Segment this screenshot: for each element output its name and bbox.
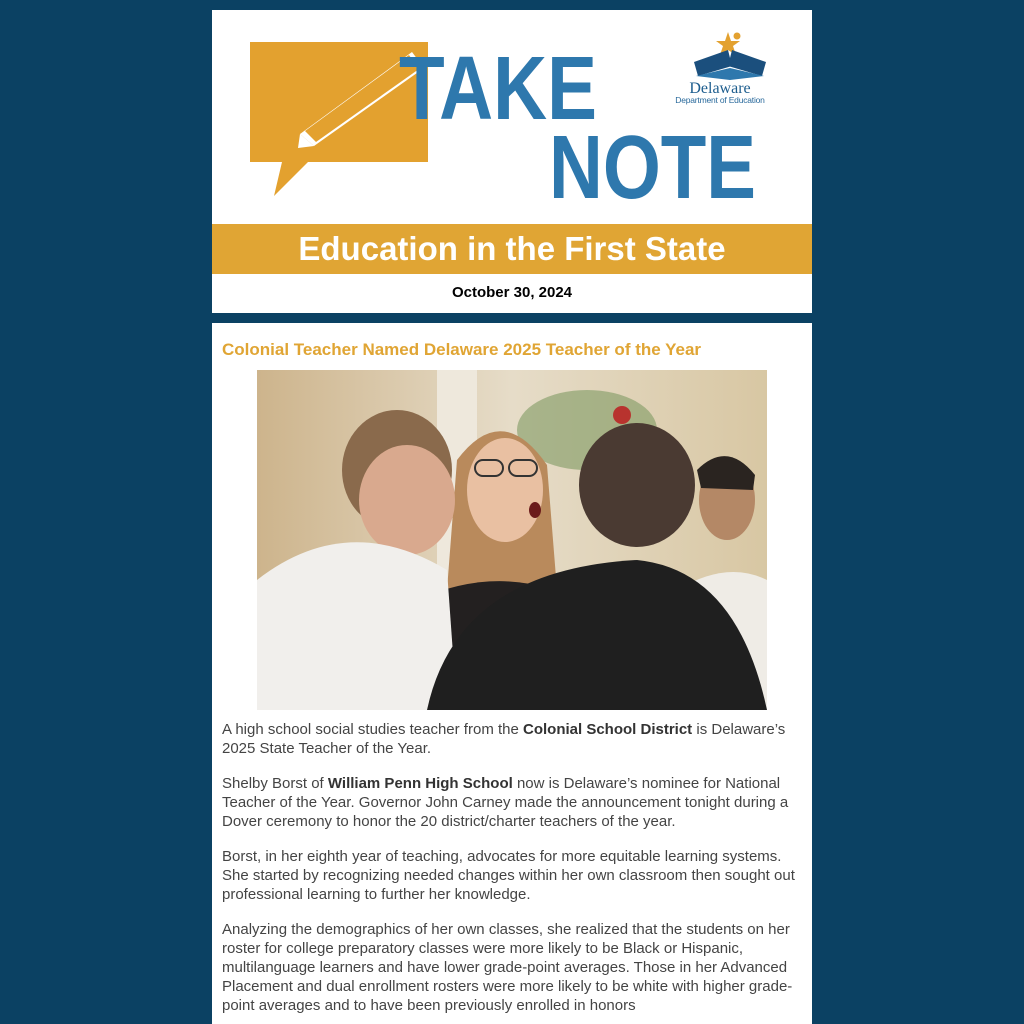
article-body: [222, 720, 804, 1024]
take-note-logo: [212, 10, 812, 224]
newsletter-header: [212, 10, 812, 313]
paragraph: [222, 774, 804, 831]
paragraph: Borst, in her eighth year of teaching, advocates for more equitable learning systems. She started by recognizing needed changes within her own classroom then sought out professional learning to further her knowledge.: [222, 848, 795, 903]
logo-note-text: NOTE: [549, 118, 756, 218]
issue-date: October 30, 2024: [451, 284, 573, 301]
logo-take-text: TAKE: [399, 39, 597, 139]
doe-emblem-icon: [694, 32, 766, 80]
ceremony-photo: [257, 370, 767, 710]
article-card: [212, 323, 812, 1024]
org-name: Delaware: [689, 80, 751, 97]
paragraph: Analyzing the demographics of her own classes, she realized that the students on her roster for college preparatory classes were more likely to be Black or Hispanic, multilanguage learners and have lower grade-point averages. Those in her Advanced Placement and dual enrollment rosters were more likely to be white with higher grade-point averages and to have been previously enrolled in honors: [222, 921, 793, 1014]
school-link[interactable]: William Penn High School: [327, 775, 513, 792]
org-subtitle: Department of Education: [675, 95, 765, 105]
text-span: is Delaware’s 2025 State Teacher of the Year.: [222, 721, 786, 757]
paragraph: [222, 720, 804, 758]
ribbon-title: Education in the First State: [212, 224, 812, 274]
text-span: Shelby Borst of: [222, 775, 328, 792]
district-link[interactable]: Colonial School District: [523, 721, 693, 738]
text-span: now is Delaware’s nominee for National Teacher of the Year. Governor John Carney made the announcement tonight during a Dover ceremony to honor the 20 district/charter teachers of the year.: [222, 775, 789, 830]
article-headline[interactable]: Colonial Teacher Named Delaware 2025 Teacher of the Year: [222, 340, 702, 359]
text-span: A high school social studies teacher from the: [222, 721, 523, 738]
